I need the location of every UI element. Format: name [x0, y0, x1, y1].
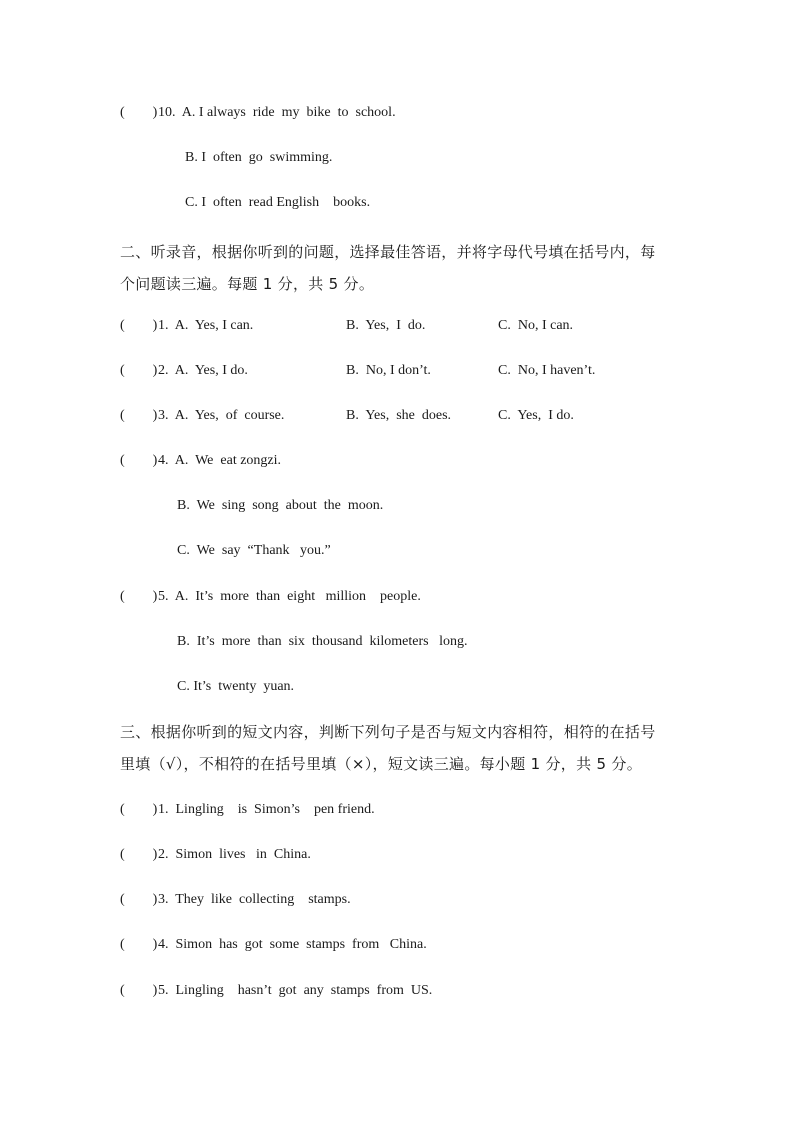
option-b: B. No, I don’t.: [346, 363, 431, 378]
section-2-heading: [120, 236, 680, 300]
option-c: C. No, I can.: [498, 318, 574, 333]
option-c: C. We say “Thank you.”: [177, 543, 331, 558]
section-3-heading: [120, 716, 680, 780]
section-2-heading-line-2: 个问题读三遍。每题 1 分，共 5 分。: [120, 275, 375, 293]
section-3-heading-line-1: 三、根据你听到的短文内容，判断下列句子是否与短文内容相符，相符的在括号: [120, 723, 656, 741]
option-b: B. We sing song about the moon.: [177, 498, 384, 513]
answer-blank[interactable]: ( ): [120, 847, 158, 862]
option-a: 2. A. Yes, I do.: [158, 363, 248, 378]
answer-blank[interactable]: ( ): [120, 983, 158, 998]
option-c: C. I often read English books.: [185, 195, 371, 210]
answer-blank[interactable]: ( ): [120, 318, 158, 333]
section-3-heading-line-2: 里填（√），不相符的在括号里填（×），短文读三遍。每小题 1 分，共 5 分。: [120, 755, 642, 773]
statement-text: 1. Lingling is Simon’s pen friend.: [158, 802, 375, 817]
option-a: 3. A. Yes, of course.: [158, 408, 285, 423]
answer-blank[interactable]: ( ): [120, 589, 158, 604]
option-a: 1. A. Yes, I can.: [158, 318, 254, 333]
statement-text: 4. Simon has got some stamps from China.: [158, 937, 427, 952]
statement-text: 2. Simon lives in China.: [158, 847, 311, 862]
option-a: 5. A. It’s more than eight million people.: [158, 589, 421, 604]
answer-blank[interactable]: ( ): [120, 937, 158, 952]
section-2-heading-line-1: 二、听录音，根据你听到的问题，选择最佳答语，并将字母代号填在括号内，每: [120, 243, 656, 261]
option-c: C. Yes, I do.: [498, 408, 574, 423]
option-c: C. It’s twenty yuan.: [177, 679, 295, 694]
option-b: B. Yes, I do.: [346, 318, 426, 333]
answer-blank[interactable]: ( ): [120, 408, 158, 423]
answer-blank[interactable]: ( ): [120, 453, 158, 468]
option-a: 4. A. We eat zongzi.: [158, 453, 282, 468]
option-c: C. No, I haven’t.: [498, 363, 596, 378]
option-a: 10. A. I always ride my bike to school.: [158, 105, 396, 120]
answer-blank[interactable]: ( ): [120, 892, 158, 907]
option-b: B. Yes, she does.: [346, 408, 452, 423]
answer-blank[interactable]: ( ): [120, 105, 158, 120]
answer-blank[interactable]: ( ): [120, 363, 158, 378]
option-b: B. It’s more than six thousand kilometers long.: [177, 634, 468, 649]
statement-text: 5. Lingling hasn’t got any stamps from US.: [158, 983, 433, 998]
answer-blank[interactable]: ( ): [120, 802, 158, 817]
statement-text: 3. They like collecting stamps.: [158, 892, 351, 907]
option-b: B. I often go swimming.: [185, 150, 333, 165]
